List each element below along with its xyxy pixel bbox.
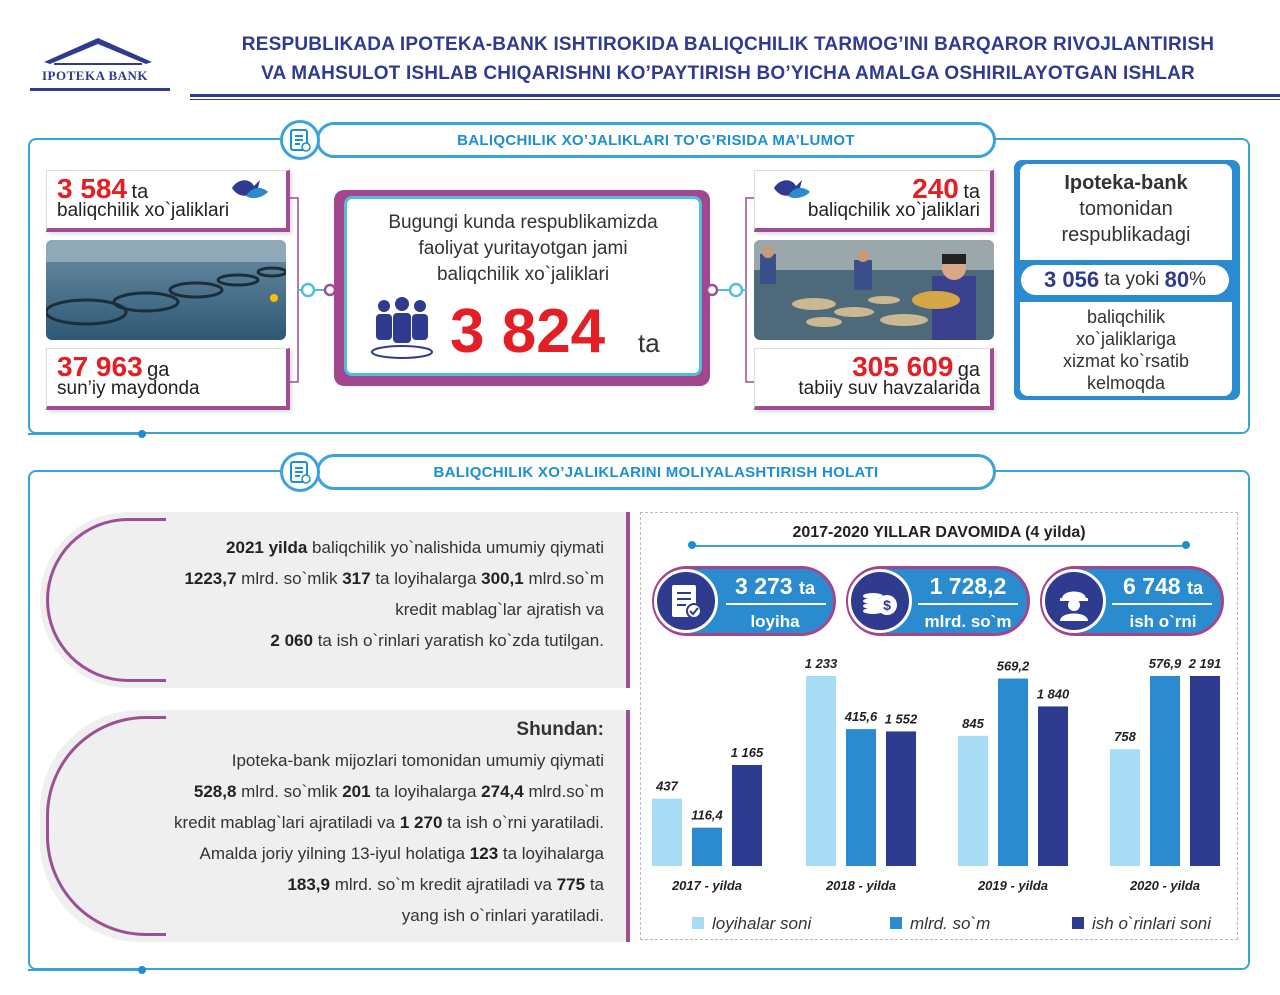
category-label-4: 2020 - yilda xyxy=(1129,878,1201,893)
kpi-billion-sum-sep xyxy=(918,603,1018,605)
info-panel-shundan-text xyxy=(174,714,604,931)
stat-natural-farms-unit: ta xyxy=(963,181,980,203)
p2-l3a: kredit mablag`lari ajratiladi va xyxy=(174,813,400,832)
ipoteka-panel-bottom xyxy=(1020,302,1232,396)
bar-label-1-3: 845 xyxy=(962,715,984,731)
p2-l2b3: 274,4 xyxy=(481,782,524,801)
chart-title-line xyxy=(692,545,1188,547)
stat-fish-farms-value: 3 584 xyxy=(57,173,128,204)
stat-natural-farms-value: 240 xyxy=(912,173,959,204)
stat-natural-area-value: 305 609 xyxy=(852,351,954,382)
header-rule-thin xyxy=(190,99,1280,100)
bar-label-2-4: 576,9 xyxy=(1148,656,1182,671)
chart-title-dot-right xyxy=(1182,541,1190,549)
bar-2-2 xyxy=(846,729,876,866)
p1-l2b2: 317 xyxy=(342,569,371,588)
kpi-jobs-sep xyxy=(1112,603,1212,605)
bar-label-3-1: 1 165 xyxy=(730,744,764,760)
p1-l3: kredit mablag`lar ajratish va xyxy=(395,600,604,619)
ipoteka-bottom-line1: baliqchilik xyxy=(1086,307,1166,327)
p2-head: Shundan: xyxy=(516,719,604,740)
bar-chart xyxy=(640,650,1238,940)
bar-3-4 xyxy=(1190,676,1220,866)
category-label-3: 2019 - yilda xyxy=(977,878,1049,893)
ipoteka-mid-text: ta yoki xyxy=(1104,269,1160,290)
fisherman-photo xyxy=(754,240,994,340)
stat-artificial-area-label: sun’iy maydonda xyxy=(57,378,200,399)
section2-dot xyxy=(138,966,146,974)
kpi-projects-sep xyxy=(726,603,826,605)
p2-l5b1: 183,9 xyxy=(287,875,330,894)
bar-1-4 xyxy=(1110,749,1140,866)
kpi-projects-value: 3 273 xyxy=(735,573,793,599)
ipoteka-percent: 80 xyxy=(1164,267,1190,292)
kpi-projects-unit: ta xyxy=(798,578,815,598)
kpi-jobs-value: 6 748 xyxy=(1123,573,1181,599)
center-text-line3: baliqchilik xo`jaliklari xyxy=(436,264,610,285)
left-connector xyxy=(290,190,338,390)
info-panel-2021-text xyxy=(184,532,604,656)
fish-cage-photo xyxy=(46,240,286,340)
stat-natural-area xyxy=(754,348,994,410)
bar-label-3-2: 1 552 xyxy=(884,711,918,727)
p1-l2d: mlrd.so`m xyxy=(523,569,604,588)
p1-l2b1: 1223,7 xyxy=(184,569,237,588)
p2-l2b2: 201 xyxy=(342,782,371,801)
page-title-line2: VA MAHSULOT ISHLAB CHIQARISHNI KO’PAYTIRISH BO’YICHA AMALGA OSHIRILAYOTGAN ISHLAR xyxy=(261,63,1195,84)
p2-l3c: ta ish o`rni yaratiladi. xyxy=(442,813,604,832)
document-icon-2 xyxy=(280,452,320,492)
p2-l6: yang ish o`rinlari yaratiladi. xyxy=(401,906,604,925)
p1-l1: baliqchilik yo`nalishida umumiy qiymati xyxy=(307,538,604,557)
checklist-icon xyxy=(654,569,718,633)
stat-natural-area-unit: ga xyxy=(957,359,980,381)
fish-icon xyxy=(228,176,272,200)
p2-l4c: ta loyihalarga xyxy=(498,844,604,863)
kpi-jobs-label: ish o`rni xyxy=(1129,612,1197,631)
bar-2-3 xyxy=(998,679,1028,866)
p2-l4a: Amalda joriy yilning 13-iyul holatiga xyxy=(199,844,470,863)
center-text xyxy=(352,210,694,288)
bar-1-3 xyxy=(958,736,988,866)
legend-label-1: loyihalar soni xyxy=(712,914,812,933)
ipoteka-panel-top xyxy=(1020,164,1232,260)
bar-label-1-4: 758 xyxy=(1114,729,1136,745)
section1-dot xyxy=(138,430,146,438)
category-label-2: 2018 - yilda xyxy=(825,878,897,893)
stat-fish-farms-label: baliqchilik xo`jaliklari xyxy=(57,200,230,221)
bar-1-2 xyxy=(806,676,836,866)
p2-l4b: 123 xyxy=(469,844,499,863)
p2-l2a: mlrd. so`mlik xyxy=(236,782,343,801)
category-label-1: 2017 - yilda xyxy=(671,878,743,893)
stat-artificial-area-unit: ga xyxy=(147,359,170,381)
ipoteka-panel-line3: respublikadagi xyxy=(1061,224,1191,246)
p2-l3b: 1 270 xyxy=(399,813,443,832)
ipoteka-bottom-line4: kelmoqda xyxy=(1086,373,1166,393)
bar-label-3-3: 1 840 xyxy=(1036,686,1070,702)
logo-text: IPOTEKA BANK xyxy=(42,68,149,83)
logo-underline xyxy=(30,88,170,91)
section1-title: BALIQCHILIK XO’JALIKLARI TO’G’RISIDA MA’LUMOT xyxy=(316,122,996,158)
p2-l5b2: 775 xyxy=(556,875,586,894)
bar-label-2-1: 116,4 xyxy=(691,807,723,823)
p1-l1b: 2021 yilda xyxy=(226,538,308,557)
chart-title-dot-left xyxy=(688,541,696,549)
bar-2-4 xyxy=(1150,676,1180,866)
stat-artificial-area-value: 37 963 xyxy=(57,351,143,382)
p2-l2d: mlrd.so`m xyxy=(523,782,604,801)
kpi-jobs-value-row xyxy=(1106,573,1220,600)
bar-3-3 xyxy=(1038,706,1068,866)
logo-roof-icon xyxy=(40,36,156,66)
bar-3-2 xyxy=(886,731,916,866)
section2-title: BALIQCHILIK XO’JALIKLARINI MOLIYALASHTIRISH HOLATI xyxy=(316,454,996,490)
ipoteka-percent-sign: % xyxy=(1189,269,1206,290)
center-text-line2: faoliyat yuritayotgan jami xyxy=(418,238,628,259)
people-group-icon xyxy=(370,296,434,360)
stat-fish-farms-unit: ta xyxy=(131,181,149,203)
ipoteka-bottom-line2: xo`jaliklariga xyxy=(1075,329,1177,349)
p2-l2c: ta loyihalarga xyxy=(370,782,482,801)
kpi-jobs-unit: ta xyxy=(1186,578,1203,598)
center-total-value: 3 824 xyxy=(450,297,606,366)
kpi-billion-sum-value: 1 728,2 xyxy=(929,573,1007,599)
ipoteka-count: 3 056 xyxy=(1044,267,1100,292)
stat-natural-area-label: tabiiy suv havzalarida xyxy=(798,378,980,399)
section1-dot-line xyxy=(28,433,140,435)
ipoteka-panel-line2: tomonidan xyxy=(1079,198,1173,220)
document-icon xyxy=(280,120,320,160)
chart-title: 2017-2020 YILLAR DAVOMIDA (4 yilda) xyxy=(792,524,1086,541)
bar-label-1-2: 1 233 xyxy=(804,656,838,671)
bar-2-1 xyxy=(692,828,722,866)
legend-swatch-1 xyxy=(692,917,704,929)
stat-artificial-area xyxy=(46,348,290,410)
section2-dot-line xyxy=(28,969,140,971)
legend-label-3: ish o`rinlari soni xyxy=(1092,914,1212,933)
kpi-projects-label: loyiha xyxy=(750,612,800,631)
ipoteka-coverage-pill xyxy=(1018,262,1232,298)
p1-l4b: 2 060 xyxy=(270,631,313,650)
p2-l5a: mlrd. so`m kredit ajratiladi va xyxy=(329,875,557,894)
coins-icon xyxy=(848,569,912,633)
p1-l4: ta ish o`rinlari yaratish ko`zda tutilgan. xyxy=(312,631,604,650)
center-text-line1: Bugungi kunda respublikamizda xyxy=(388,212,658,233)
stat-natural-farms-label: baliqchilik xo`jaliklari xyxy=(807,200,980,221)
center-total-unit: ta xyxy=(638,328,660,358)
svg-text:$: $ xyxy=(883,597,891,613)
legend-swatch-3 xyxy=(1072,917,1084,929)
bar-label-1-1: 437 xyxy=(656,778,678,794)
ipoteka-bottom-line3: xizmat ko`rsatib xyxy=(1062,351,1190,371)
page-title-line1: RESPUBLIKADA IPOTEKA-BANK ISHTIROKIDA BALIQCHILIK TARMOG’INI BARQAROR RIVOJLANTIRISH xyxy=(241,34,1215,55)
p2-l2b1: 528,8 xyxy=(193,782,237,801)
p1-l2a: mlrd. so`mlik xyxy=(236,569,343,588)
bar-label-3-4: 2 191 xyxy=(1188,656,1222,671)
fish-icon-right xyxy=(770,176,814,200)
header-rule xyxy=(190,94,1280,97)
bar-3-1 xyxy=(732,765,762,866)
legend-label-2: mlrd. so`m xyxy=(910,914,991,933)
p1-l2c: ta loyihalarga xyxy=(370,569,482,588)
p2-l5c: ta xyxy=(585,875,604,894)
bar-label-2-2: 415,6 xyxy=(844,709,878,725)
worker-icon xyxy=(1042,569,1106,633)
right-connector xyxy=(706,190,754,390)
ipoteka-panel-line1: Ipoteka-bank xyxy=(1064,172,1188,194)
p2-l1: Ipoteka-bank mijozlari tomonidan umumiy qiymati xyxy=(231,751,604,770)
bar-1-1 xyxy=(652,799,682,866)
kpi-billion-sum-label: mlrd. so`m xyxy=(924,612,1012,631)
bar-label-2-3: 569,2 xyxy=(996,658,1030,674)
legend-swatch-2 xyxy=(890,917,902,929)
kpi-projects-value-row xyxy=(720,573,830,600)
p1-l2b3: 300,1 xyxy=(481,569,524,588)
